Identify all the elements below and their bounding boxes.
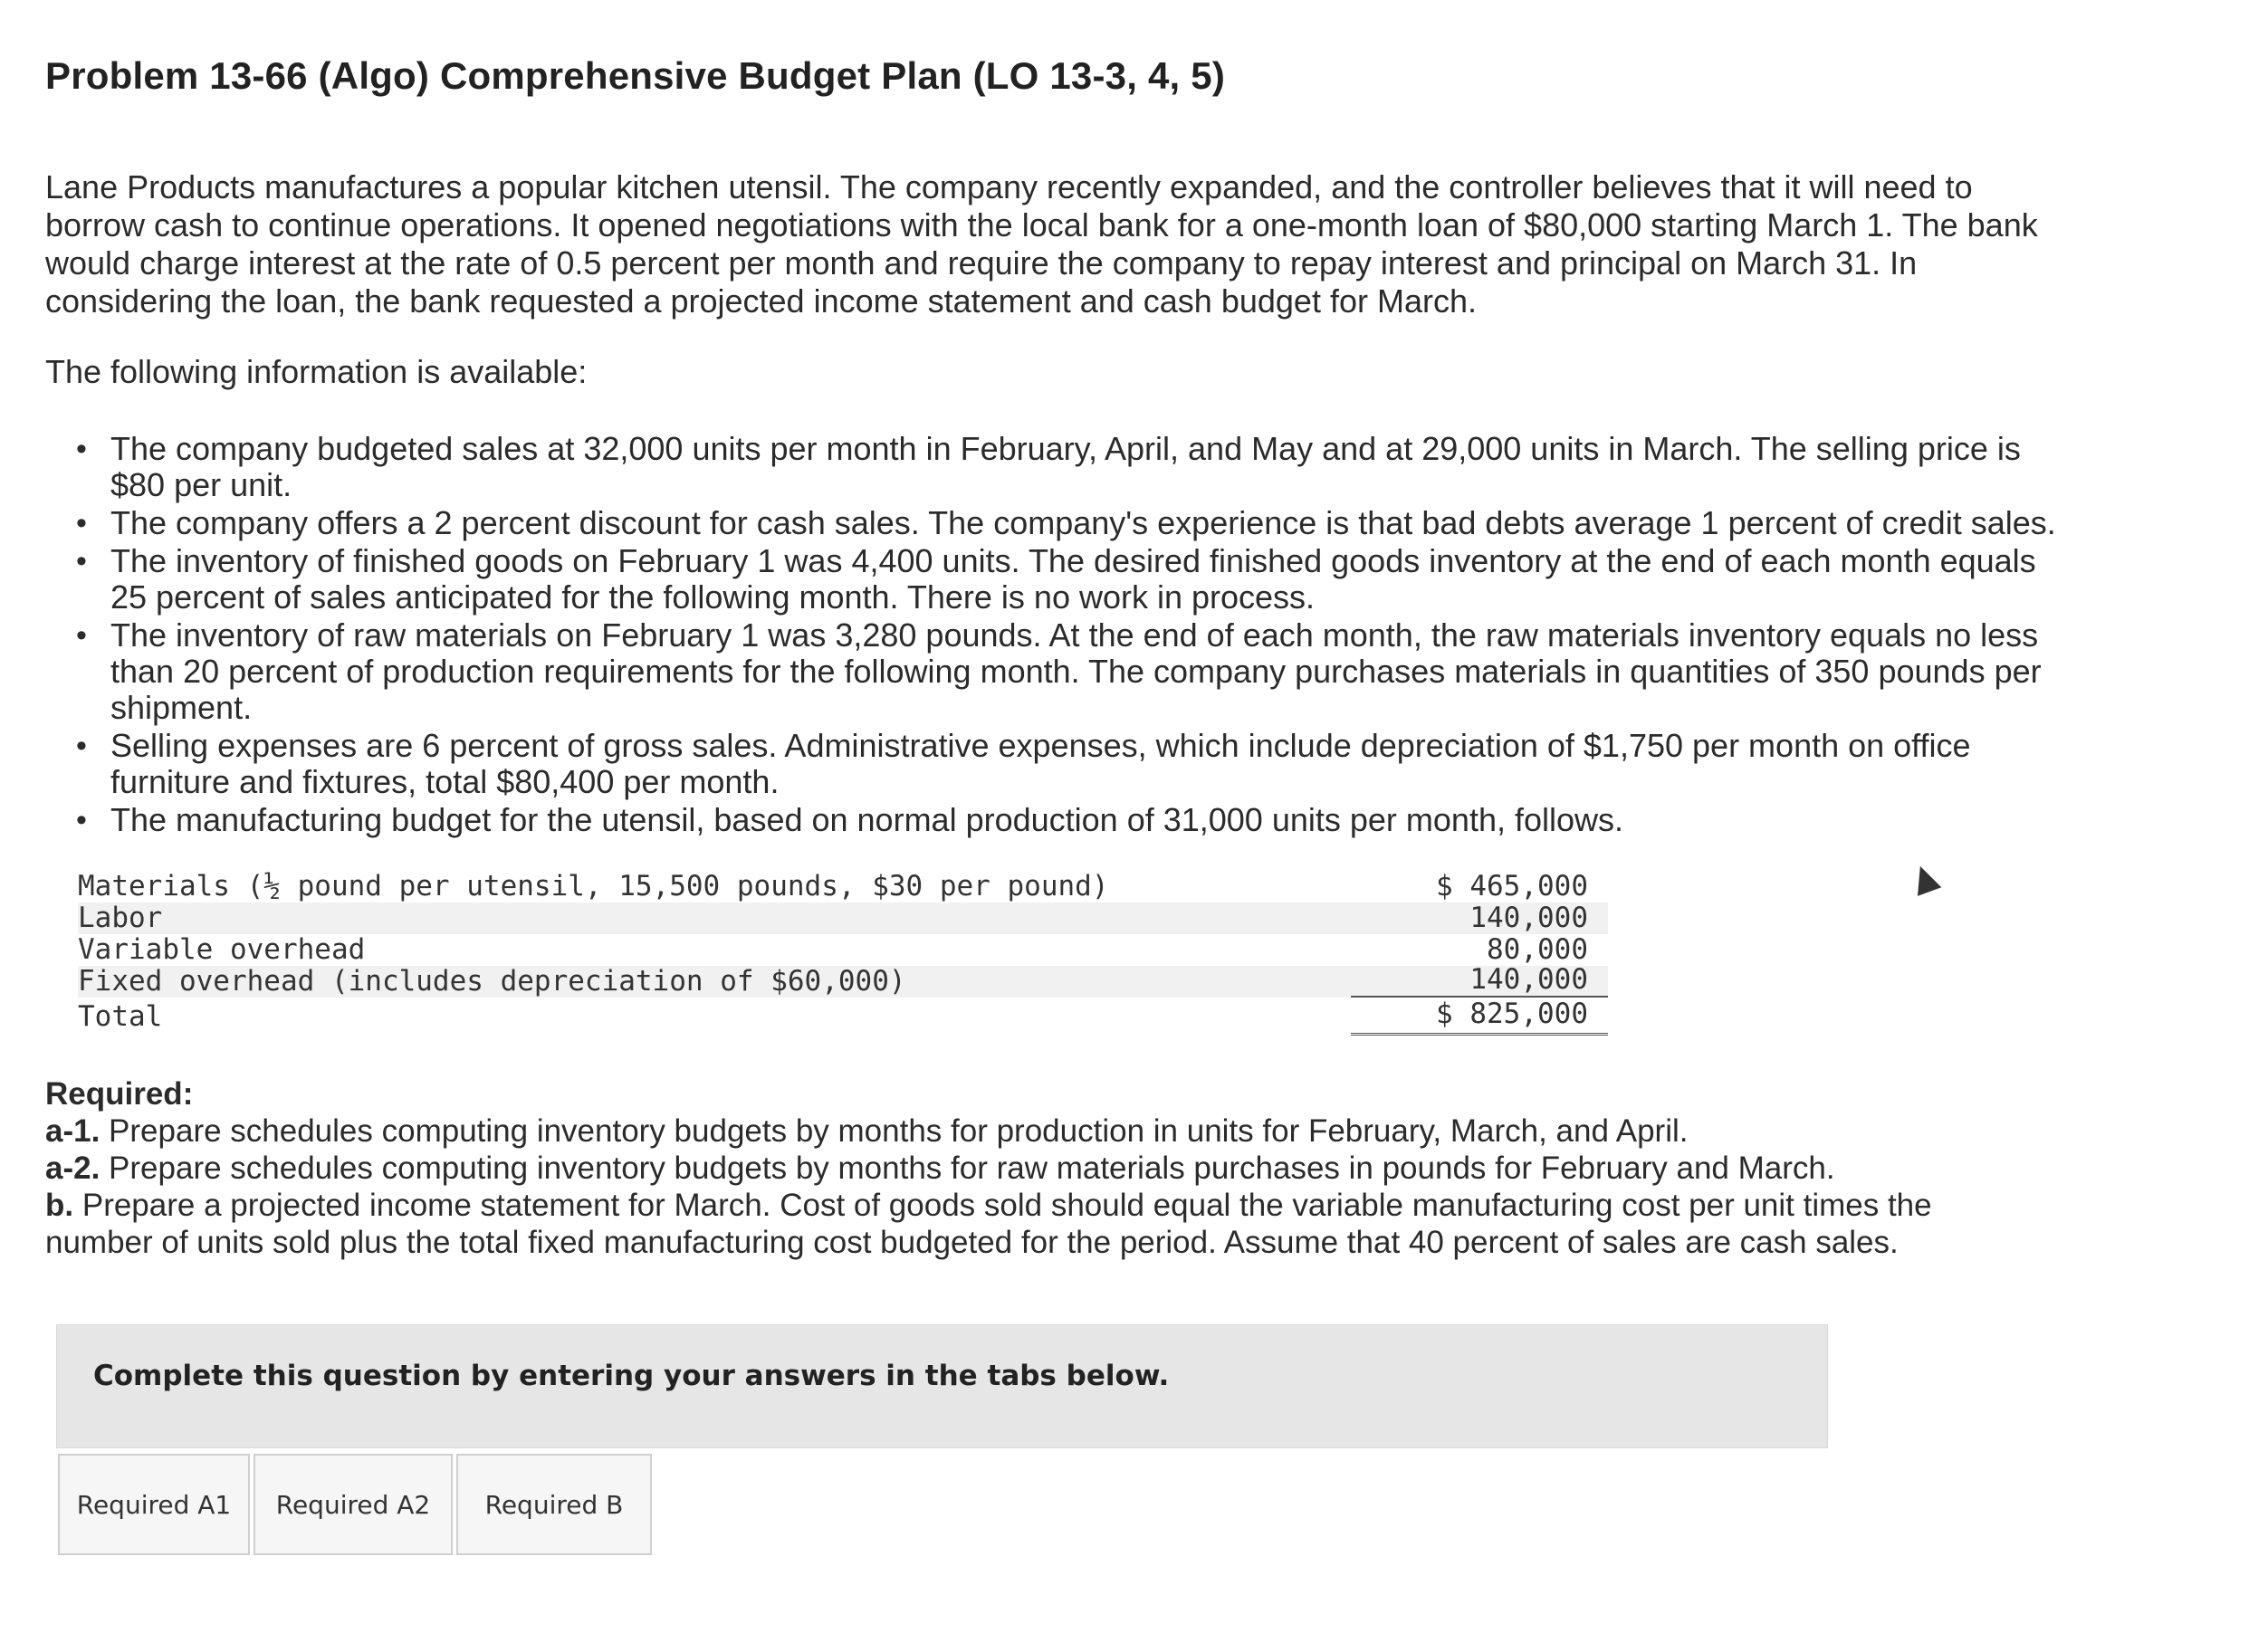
budget-row-materials	[78, 871, 1608, 902]
required-tag: b.	[45, 1188, 74, 1223]
info-item: • The company budgeted sales at 32,000 units per month in February, April, and May and at 29,000 units in March. The selling price is $80 per unit.	[80, 431, 2072, 503]
intro-paragraph: Lane Products manufactures a popular kitchen utensil. The company recently expanded, and the controller believes that it will need to borrow cash to continue operations. It opened negotiations with the local bank for a one-month loan of $80,000 starting March 1. The bank would charge interest at the rate of 0.5 percent per month and require the company to repay interest and principal on March 31. In considering the loan, the bank requested a projected income statement and cash budget for March.	[45, 168, 2038, 320]
info-lead: The following information is available:	[45, 353, 588, 390]
instruction-banner	[56, 1324, 1828, 1448]
required-text: Prepare a projected income statement for March. Cost of goods sold should equal the variable manufacturing cost per unit times the number of units sold plus the total fixed manufacturing cost budgeted for the period. Assume that 40 percent of sales are cash sales.	[45, 1188, 1932, 1260]
required-tag: a-1.	[45, 1113, 100, 1149]
budget-amount: 80,000	[1487, 933, 1588, 966]
budget-label: Labor	[78, 902, 163, 934]
required-item-a2	[45, 1150, 2037, 1187]
budget-label: Fixed overhead (includes depreciation of $60,000)	[78, 965, 906, 998]
required-heading: Required:	[45, 1076, 194, 1112]
tab-required-b[interactable]: Required B	[456, 1454, 652, 1555]
info-list	[45, 431, 2072, 838]
budget-row-labor	[78, 902, 1608, 934]
required-tag: a-2.	[45, 1151, 100, 1186]
budget-amount: 140,000	[1469, 902, 1588, 934]
tab-required-a2[interactable]: Required A2	[254, 1454, 453, 1555]
budget-total-amount: $ 825,000	[1351, 995, 1608, 1036]
required-section	[45, 1075, 2037, 1261]
budget-row-fixed-overhead	[78, 963, 1608, 998]
tab-required-a1[interactable]: Required A1	[58, 1454, 250, 1555]
problem-page	[45, 36, 2128, 1555]
required-text: Prepare schedules computing inventory budgets by months for production in units for February, March, and April.	[109, 1113, 1689, 1149]
info-item: • The inventory of finished goods on February 1 was 4,400 units. The desired finished goods inventory at the end of each month equals 25 percent of sales anticipated for the following month. There is no work in process.	[80, 543, 2072, 616]
budget-total-label: Total	[78, 1000, 163, 1033]
required-item-a1	[45, 1112, 2037, 1150]
info-item: • The manufacturing budget for the utensil, based on normal production of 31,000 units per month, follows.	[80, 802, 2072, 838]
manufacturing-budget-table	[78, 871, 1608, 1036]
budget-amount: $ 465,000	[1436, 870, 1588, 902]
required-text: Prepare schedules computing inventory budgets by months for raw materials purchases in pounds for February and March.	[109, 1151, 1835, 1186]
info-item: • The inventory of raw materials on February 1 was 3,280 pounds. At the end of each month, the raw materials inventory equals no less than 20 percent of production requirements for the following month. The company purchases materials in quantities of 350 pounds per shipment.	[80, 617, 2072, 726]
answer-tabs	[58, 1454, 2128, 1555]
problem-title: Problem 13-66 (Algo) Comprehensive Budget Plan (LO 13-3, 4, 5)	[45, 54, 1226, 97]
budget-amount: 140,000	[1351, 964, 1608, 998]
budget-label: Materials (½ pound per utensil, 15,500 pounds, $30 per pound)	[78, 870, 1109, 902]
info-item: • The company offers a 2 percent discount for cash sales. The company's experience is that bad debts average 1 percent of credit sales.	[80, 505, 2072, 541]
budget-row-variable-overhead	[78, 934, 1608, 966]
budget-label: Variable overhead	[78, 933, 366, 966]
instruction-text: Complete this question by entering your answers in the tabs below.	[93, 1360, 1170, 1392]
budget-row-total	[78, 998, 1608, 1036]
required-item-b	[45, 1187, 2037, 1261]
info-item: • Selling expenses are 6 percent of gross sales. Administrative expenses, which include depreciation of $1,750 per month on office furniture and fixtures, total $80,400 per month.	[80, 728, 2072, 800]
